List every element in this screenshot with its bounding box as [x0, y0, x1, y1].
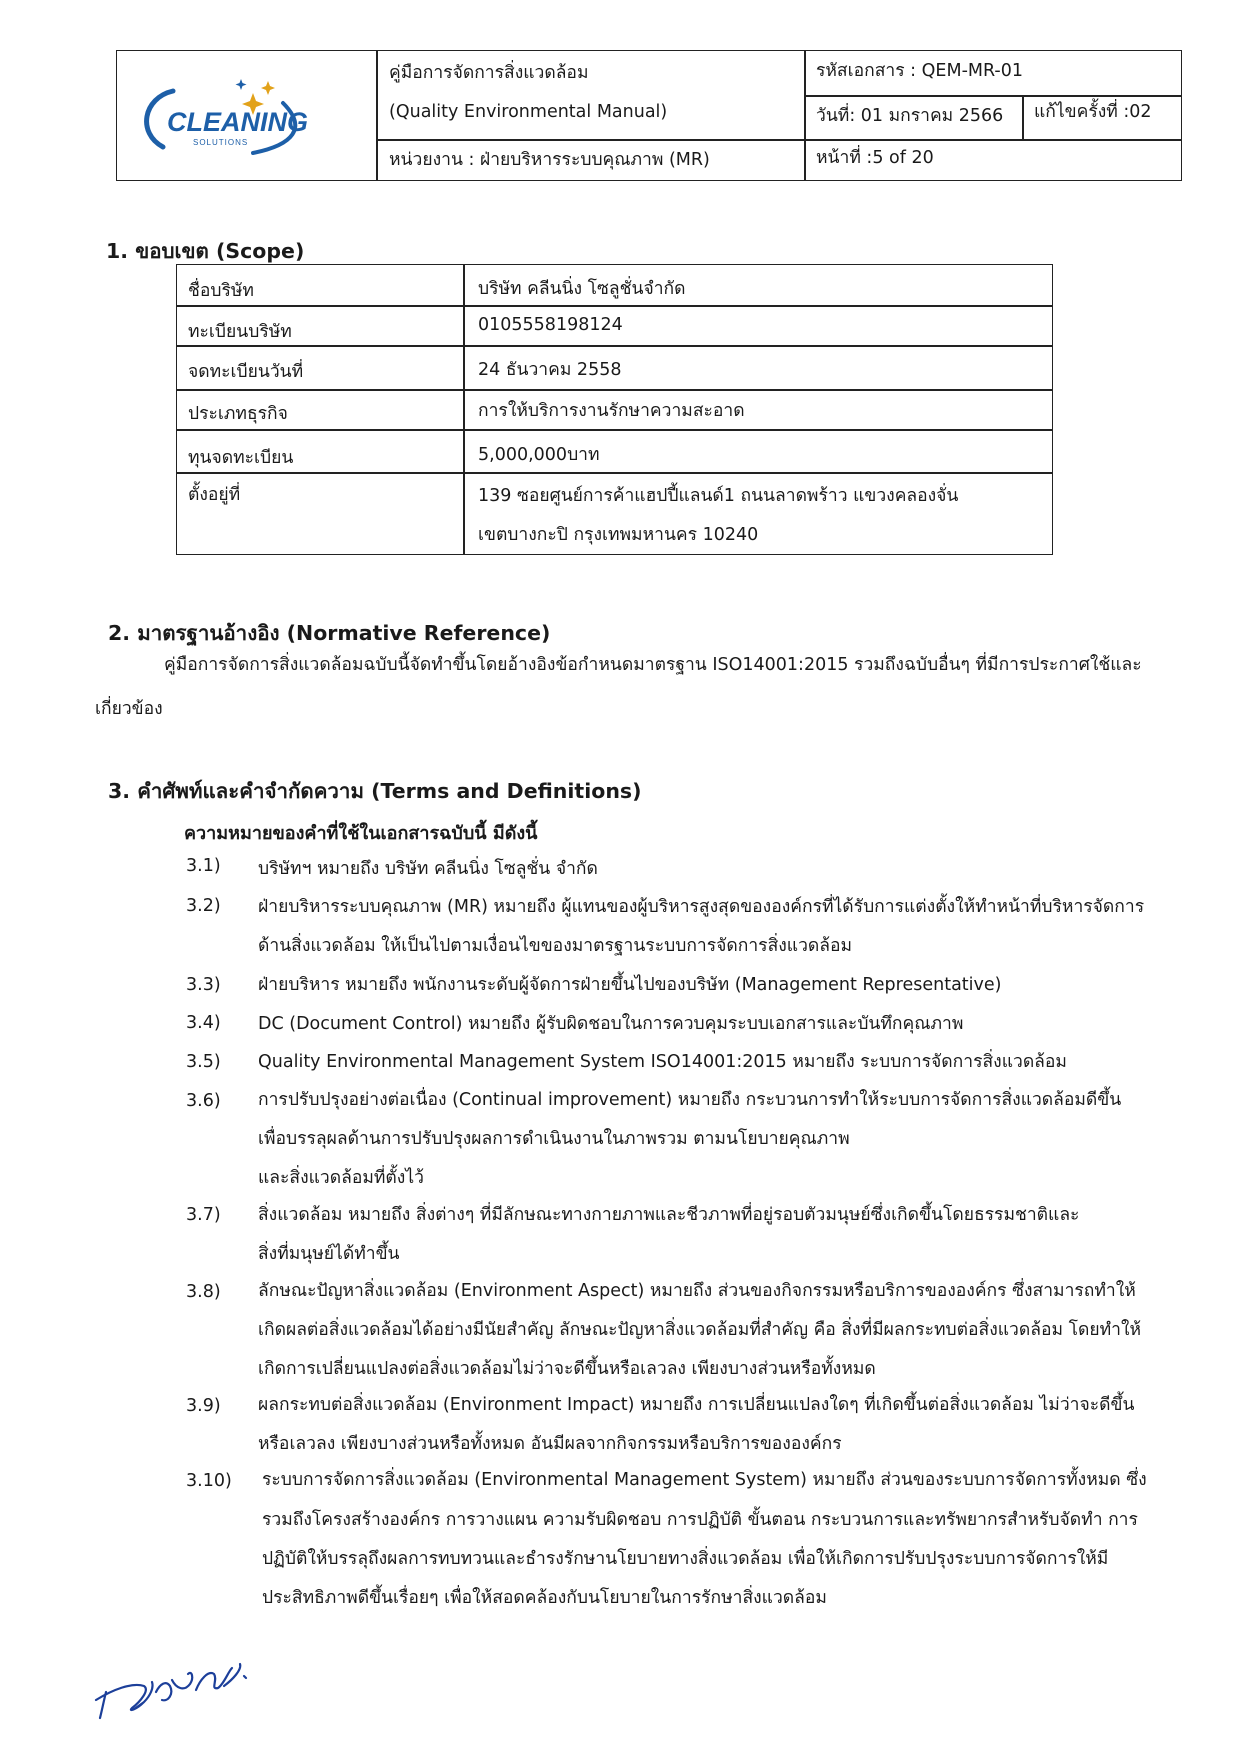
company-logo	[133, 73, 323, 161]
section-1-heading: 1. ขอบเขต (Scope)	[106, 239, 305, 263]
logo-subtext: SOLUTIONS	[193, 138, 249, 147]
scope-table	[176, 264, 1053, 555]
term-number: 3.4)	[186, 1013, 221, 1033]
term-number: 3.1)	[186, 856, 221, 876]
scope-value-company: บริษัท คลีนนิ่ง โซลูชั่นจำกัด	[478, 279, 686, 299]
term-line: ผลกระทบต่อสิ่งแวดล้อม (Environment Impact) หมายถึง การเปลี่ยนแปลงใดๆ ที่เกิดขึ้นต่อสิ่งแวดล้อม ไม่ว่าจะดีขึ้น	[258, 1395, 1135, 1415]
term-line: หรือเลวลง เพียงบางส่วนหรือทั้งหมด อันมีผลจากกิจกรรมหรือบริการขององค์กร	[258, 1434, 842, 1454]
term-line: ลักษณะปัญหาสิ่งแวดล้อม (Environment Aspect) หมายถึง ส่วนของกิจกรรมหรือบริการขององค์กร ซึ่งสามารถทำให้	[258, 1281, 1136, 1301]
term-number: 3.3)	[186, 975, 221, 995]
section-2-heading: 2. มาตรฐานอ้างอิง (Normative Reference)	[108, 621, 551, 645]
term-line: ฝ่ายบริหาร หมายถึง พนักงานระดับผู้จัดการฝ่ายขึ้นไปของบริษัท (Management Representative)	[258, 975, 1002, 995]
scope-value-registration: 0105558198124	[478, 315, 623, 335]
scope-label-registration: ทะเบียนบริษัท	[188, 322, 292, 342]
term-line: ประสิทธิภาพดีขึ้นเรื่อยๆ เพื่อให้สอดคล้องกับนโยบายในการรักษาสิ่งแวดล้อม	[262, 1588, 827, 1608]
scope-value-business-type: การให้บริการงานรักษาความสะอาด	[478, 401, 745, 421]
scope-label-capital: ทุนจดทะเบียน	[188, 448, 294, 468]
term-line: สิ่งแวดล้อม หมายถึง สิ่งต่างๆ ที่มีลักษณะทางกายภาพและชีวภาพที่อยู่รอบตัวมนุษย์ซึ่งเกิดขึ้นโดยธรรมชาติและ	[258, 1205, 1080, 1225]
revision-number: แก้ไขครั้งที่ :02	[1034, 102, 1152, 122]
scope-label-company: ชื่อบริษัท	[188, 281, 254, 301]
department-label: หน่วยงาน : ฝ่ายบริหารระบบคุณภาพ (MR)	[389, 150, 710, 170]
logo-text: CLEANING	[167, 107, 308, 137]
term-line: เกิดการเปลี่ยนแปลงต่อสิ่งแวดล้อมไม่ว่าจะดีขึ้นหรือเลวลง เพียงบางส่วนหรือทั้งหมด	[258, 1359, 876, 1379]
scope-value-address-line1: 139 ซอยศูนย์การค้าแฮปปี้แลนด์1 ถนนลาดพร้าว แขวงคลองจั่น	[478, 486, 959, 506]
scope-value-reg-date: 24 ธันวาคม 2558	[478, 360, 622, 380]
manual-title-en: (Quality Environmental Manual)	[389, 102, 668, 122]
term-number: 3.6)	[186, 1091, 221, 1111]
scope-value-address-line2: เขตบางกะปิ กรุงเทพมหานคร 10240	[478, 525, 759, 545]
term-number: 3.10)	[186, 1471, 232, 1491]
term-number: 3.7)	[186, 1205, 221, 1225]
section-3-subheading: ความหมายของคำที่ใช้ในเอกสารฉบับนี้ มีดังนี้	[184, 823, 538, 844]
scope-label-address: ตั้งอยู่ที่	[188, 485, 241, 505]
term-line: เกิดผลต่อสิ่งแวดล้อมได้อย่างมีนัยสำคัญ ลักษณะปัญหาสิ่งแวดล้อมที่สำคัญ คือ สิ่งที่มีผลกระทบต่อสิ่งแวดล้อม โดยทำให้	[258, 1320, 1142, 1340]
effective-date: วันที่: 01 มกราคม 2566	[816, 106, 1004, 126]
scope-label-reg-date: จดทะเบียนวันที่	[188, 362, 304, 382]
manual-title-th: คู่มือการจัดการสิ่งแวดล้อม	[389, 63, 589, 83]
page-number: หน้าที่ :5 of 20	[816, 148, 934, 168]
scope-value-capital: 5,000,000บาท	[478, 445, 600, 465]
section-2-paragraph-line2: เกี่ยวข้อง	[95, 699, 163, 719]
term-line: รวมถึงโครงสร้างองค์กร การวางแผน ความรับผิดชอบ การปฏิบัติ ขั้นตอน กระบวนการและทรัพยากรสำหรับจัดทำ การ	[262, 1510, 1138, 1530]
term-line: และสิ่งแวดล้อมที่ตั้งไว้	[258, 1168, 424, 1188]
document-code: รหัสเอกสาร : QEM-MR-01	[816, 61, 1024, 81]
scope-label-business-type: ประเภทธุรกิจ	[188, 404, 288, 424]
handwritten-signature	[92, 1640, 262, 1734]
term-line: ฝ่ายบริหารระบบคุณภาพ (MR) หมายถึง ผู้แทนของผู้บริหารสูงสุดขององค์กรที่ได้รับการแต่งตั้งให้ทำหน้าที่บริหารจัดการ	[258, 897, 1145, 917]
section-3-heading: 3. คำศัพท์และคำจำกัดความ (Terms and Definitions)	[108, 779, 642, 803]
term-line: บริษัทฯ หมายถึง บริษัท คลีนนิ่ง โซลูชั่น จำกัด	[258, 859, 598, 879]
term-line: Quality Environmental Management System ISO14001:2015 หมายถึง ระบบการจัดการสิ่งแวดล้อม	[258, 1052, 1067, 1072]
term-line: ด้านสิ่งแวดล้อม ให้เป็นไปตามเงื่อนไขของมาตรฐานระบบการจัดการสิ่งแวดล้อม	[258, 936, 853, 956]
term-line: ปฏิบัติให้บรรลุถึงผลการทบทวนและธำรงรักษานโยบายทางสิ่งแวดล้อม เพื่อให้เกิดการปรับปรุงระบบการจัดการให้มี	[262, 1549, 1109, 1569]
term-number: 3.2)	[186, 896, 221, 916]
term-line: สิ่งที่มนุษย์ได้ทำขึ้น	[258, 1244, 400, 1264]
term-line: ระบบการจัดการสิ่งแวดล้อม (Environmental Management System) หมายถึง ส่วนของระบบการจัดการทั้งหมด ซึ่ง	[262, 1470, 1147, 1490]
term-line: DC (Document Control) หมายถึง ผู้รับผิดชอบในการควบคุมระบบเอกสารและบันทึกคุณภาพ	[258, 1014, 964, 1034]
section-2-paragraph-line1: คู่มือการจัดการสิ่งแวดล้อมฉบับนี้จัดทำขึ้นโดยอ้างอิงข้อกำหนดมาตรฐาน ISO14001:2015 รวมถึงฉบับอื่นๆ ที่มีการประกาศใช้และ	[164, 655, 1142, 675]
term-number: 3.9)	[186, 1396, 221, 1416]
term-line: การปรับปรุงอย่างต่อเนื่อง (Continual improvement) หมายถึง กระบวนการทำให้ระบบการจัดการสิ่งแวดล้อมดีขึ้น	[258, 1090, 1122, 1110]
term-number: 3.5)	[186, 1052, 221, 1072]
document-header-table	[116, 50, 1182, 181]
term-line: เพื่อบรรลุผลด้านการปรับปรุงผลการดำเนินงานในภาพรวม ตามนโยบายคุณภาพ	[258, 1129, 850, 1149]
term-number: 3.8)	[186, 1282, 221, 1302]
